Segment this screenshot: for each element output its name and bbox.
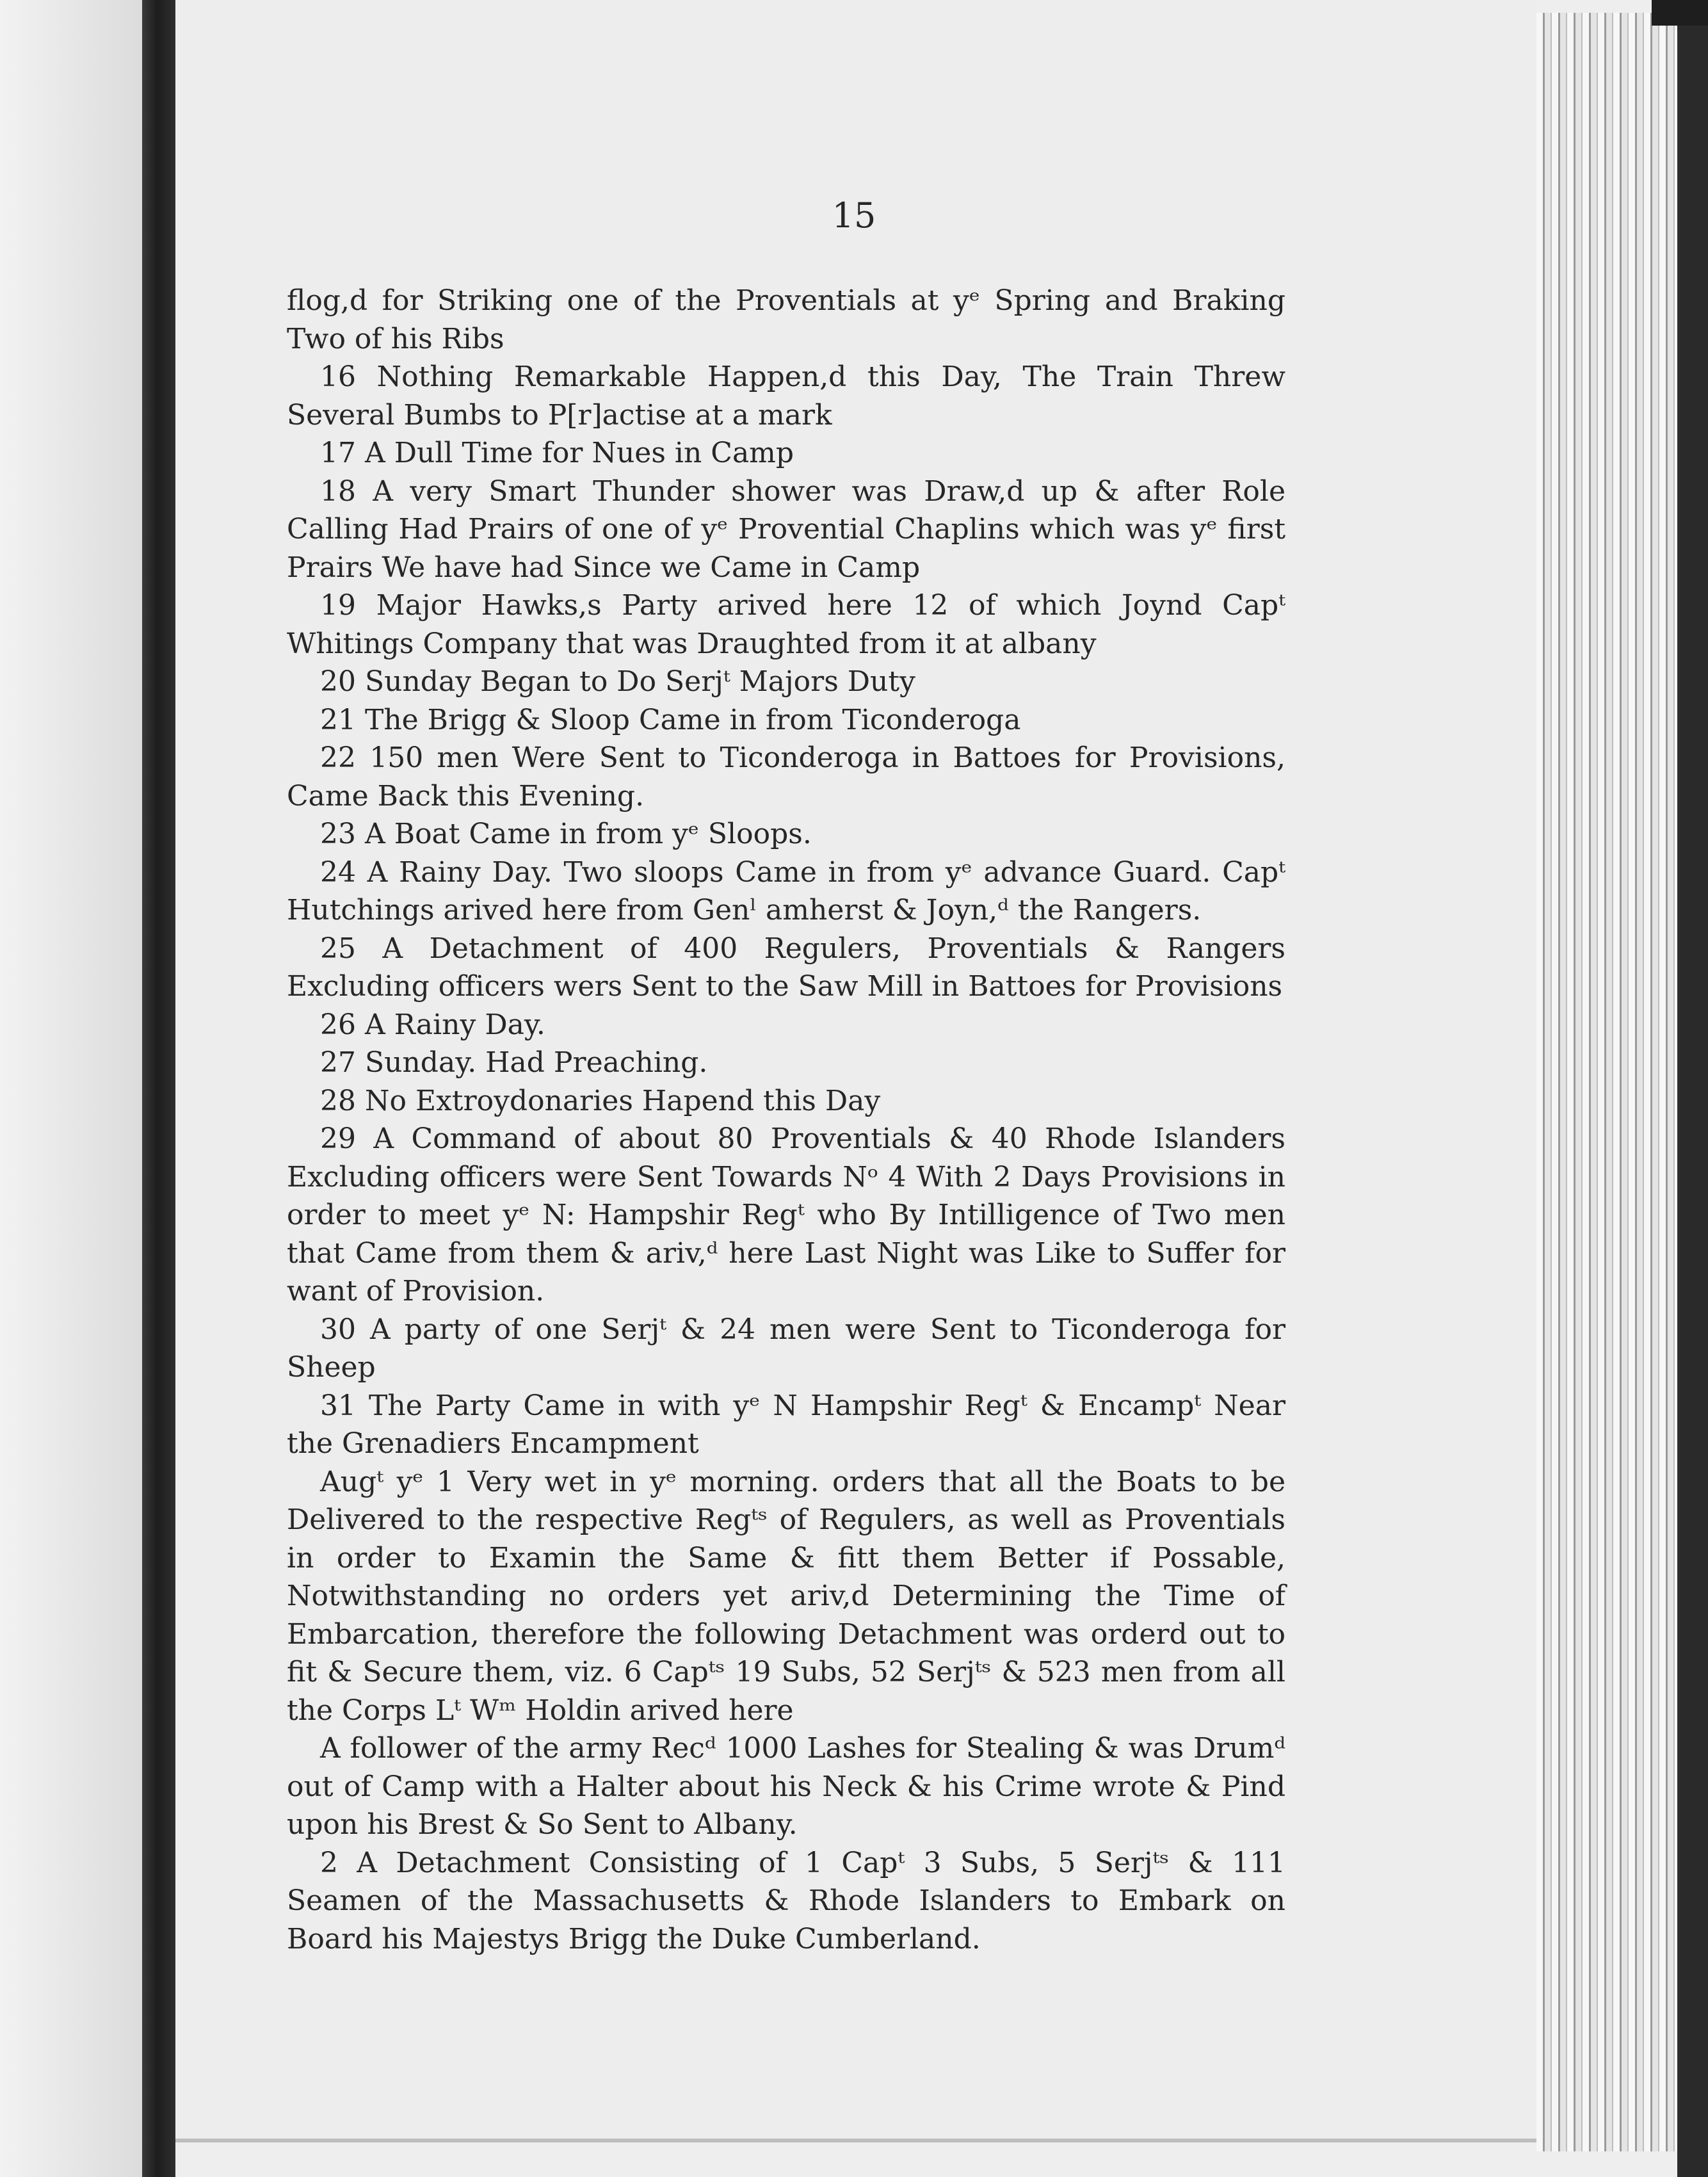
paragraph: Augᵗ yᵉ 1 Very wet in yᵉ morning. orders that all the Boats to be Delivered to the respective Regᵗˢ of Regulers, as well as Proventials in order to Examin the Same & fitt them Better if Possable, Notwithstanding no orders yet ariv,d Determining the Time of Embarcation, therefore the following Detachment was orderd out to fit & Secure them, viz. 6 Capᵗˢ 19 Subs, 52 Serjᵗˢ & 523 men from all the Corps Lᵗ Wᵐ Holdin arived here <box>287 1465 1285 1727</box>
paragraph: flog,d for Striking one of the Proventials at yᵉ Spring and Braking Two of his Ribs <box>287 284 1285 355</box>
paragraph: 27 Sunday. Had Preaching. <box>320 1046 708 1079</box>
paragraph: 20 Sunday Began to Do Serjᵗ Majors Duty <box>320 665 915 698</box>
paragraph: A follower of the army Recᵈ 1000 Lashes for Stealing & was Drumᵈ out of Camp with a Halter about his Neck & his Crime wrote & Pind upon his Brest & So Sent to Albany. <box>287 1732 1285 1841</box>
paragraph: 22 150 men Were Sent to Ticonderoga in Battoes for Provisions, Came Back this Evening. <box>287 741 1285 813</box>
paragraph: 30 A party of one Serjᵗ & 24 men were Sent to Ticonderoga for Sheep <box>287 1313 1285 1384</box>
paragraph: 28 No Extroydonaries Hapend this Day <box>320 1084 881 1117</box>
page-edges <box>1536 13 1677 2151</box>
paragraph: 26 A Rainy Day. <box>320 1008 545 1041</box>
paragraph: 17 A Dull Time for Nues in Camp <box>320 437 794 469</box>
paragraph: 31 The Party Came in with yᵉ N Hampshir Regᵗ & Encampᵗ Near the Grenadiers Encampment <box>287 1389 1285 1460</box>
paragraph: 2 A Detachment Consisting of 1 Capᵗ 3 Subs, 5 Serjᵗˢ & 111 Seamen of the Massachusetts & Rhode Islanders to Embark on Board his Majestys Brigg the Duke Cumberland. <box>287 1846 1285 1955</box>
scan-dark-edge <box>1677 0 1708 2177</box>
paragraph: 18 A very Smart Thunder shower was Draw,d up & after Role Calling Had Prairs of one of yᵉ Provential Chaplins which was yᵉ first Prairs We have had Since we Came in Camp <box>287 474 1285 584</box>
paragraph: 21 The Brigg & Sloop Came in from Ticonderoga <box>320 703 1021 736</box>
paragraph: 25 A Detachment of 400 Regulers, Proventials & Rangers Excluding officers wers Sent to the Saw Mill in Battoes for Provisions <box>287 932 1285 1003</box>
paragraph: 19 Major Hawks,s Party arived here 12 of which Joynd Capᵗ Whitings Company that was Draughted from it at albany <box>287 589 1285 660</box>
paragraph: 29 A Command of about 80 Proventials & 40 Rhode Islanders Excluding officers were Sent Towards Nᵒ 4 With 2 Days Provisions in order to meet yᵉ N: Hampshir Regᵗ who By Intilligence of Two men that Came from them & ariv,ᵈ here Last Night was Like to Suffer for want of Provision. <box>287 1122 1285 1307</box>
paragraph: 24 A Rainy Day. Two sloops Came in from yᵉ advance Guard. Capᵗ Hutchings arived here from Genˡ amherst & Joyn,ᵈ the Rangers. <box>287 855 1285 927</box>
book-binding <box>142 0 175 2177</box>
paragraph: 16 Nothing Remarkable Happen,d this Day, The Train Threw Several Bumbs to P[r]actise at a mark <box>287 360 1285 432</box>
paragraph: 23 A Boat Came in from yᵉ Sloops. <box>320 818 812 850</box>
page-number: 15 <box>832 195 876 236</box>
journal-text <box>287 282 1285 1958</box>
scan-corner <box>1652 0 1708 26</box>
left-page-margin <box>0 0 142 2177</box>
